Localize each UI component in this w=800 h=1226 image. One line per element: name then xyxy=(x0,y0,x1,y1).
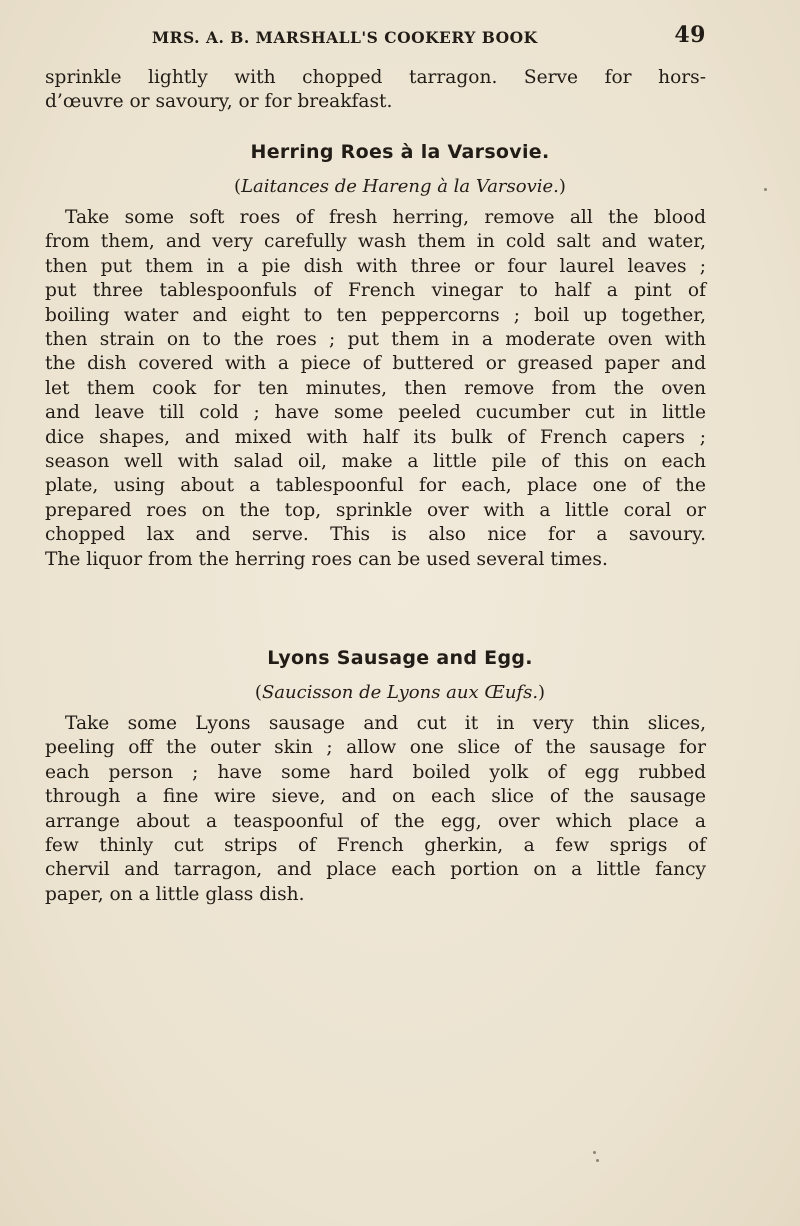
recipe-subtitle-herring-roes: (Laitances de Hareng à la Varsovie.) xyxy=(234,176,566,197)
text-line: and leave till cold ; have some peeled cucumber cut in little xyxy=(45,402,706,424)
text-line: few thinly cut strips of French gherkin, a few sprigs of xyxy=(45,835,706,857)
text-line: then strain on to the roes ; put them in a moderate oven with xyxy=(45,329,706,351)
recipe-subtitle-lyons-sausage: (Saucisson de Lyons aux Œufs.) xyxy=(254,682,546,703)
text-line: plate, using about a tablespoonful for each, place one of the xyxy=(45,475,706,497)
text-line: d’œuvre or savoury, or for breakfast. xyxy=(45,91,393,113)
text-line: The liquor from the herring roes can be used several times. xyxy=(45,548,608,570)
text-line: Take some soft roes of fresh herring, remove all the blood xyxy=(65,207,706,228)
running-title: MRS. A. B. MARSHALL'S COOKERY BOOK xyxy=(152,28,538,47)
intro-paragraph xyxy=(45,66,706,115)
subtitle-text: Saucisson de Lyons aux Œufs. xyxy=(261,682,539,703)
text-line: prepared roes on the top, sprinkle over with a little coral or xyxy=(45,499,706,521)
page-number: 49 xyxy=(674,22,706,48)
text-line: put three tablespoonfuls of French vinegar to half a pint of xyxy=(45,280,706,302)
text-line: through a fine wire sieve, and on each slice of the sausage xyxy=(45,786,706,808)
text-line: from them, and very carefully wash them in cold salt and water, xyxy=(45,231,706,253)
text-line: peeling off the outer skin ; allow one slice of the sausage for xyxy=(45,737,706,759)
text-line: sprinkle lightly with chopped tarragon. Serve for hors- xyxy=(45,67,706,88)
paper-speck xyxy=(596,1159,599,1162)
paper-speck xyxy=(593,1151,596,1154)
text-line: each person ; have some hard boiled yolk of egg rubbed xyxy=(45,761,706,783)
recipe-title-lyons-sausage: Lyons Sausage and Egg. xyxy=(267,647,533,669)
text-line: paper, on a little glass dish. xyxy=(45,883,305,905)
text-line: chervil and tarragon, and place each portion on a little fancy xyxy=(45,859,706,881)
text-line: arrange about a teaspoonful of the egg, over which place a xyxy=(45,810,706,832)
recipe-body-lyons-sausage xyxy=(45,712,706,907)
recipe-title-herring-roes: Herring Roes à la Varsovie. xyxy=(250,141,550,163)
text-line: dice shapes, and mixed with half its bulk of French capers ; xyxy=(45,426,706,448)
text-line: the dish covered with a piece of buttered or greased paper and xyxy=(45,353,706,375)
text-line: let them cook for ten minutes, then remove from the oven xyxy=(45,377,706,399)
paper-speck xyxy=(764,188,767,191)
subtitle-text: Laitances de Hareng à la Varsovie. xyxy=(241,176,559,197)
text-line: Take some Lyons sausage and cut it in very thin slices, xyxy=(65,713,706,734)
text-line: season well with salad oil, make a little pile of this on each xyxy=(45,451,706,473)
text-line: then put them in a pie dish with three or four laurel leaves ; xyxy=(45,255,706,277)
text-line: chopped lax and serve. This is also nice for a savoury. xyxy=(45,524,706,546)
running-head xyxy=(152,22,706,52)
text-line: boiling water and eight to ten peppercorns ; boil up together, xyxy=(45,304,706,326)
recipe-body-herring-roes xyxy=(45,206,706,572)
